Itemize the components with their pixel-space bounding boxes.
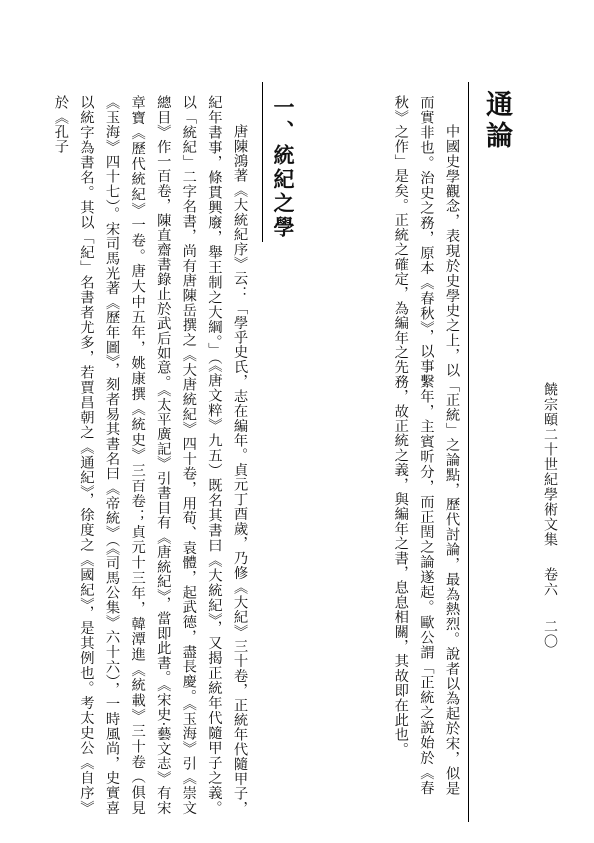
intro-text (319, 95, 464, 795)
intro-paragraph: 中國史學觀念，表現於史學史之上，以「正統」之論點，歷代討論，最為熱烈。說者以為起於宋，似是而實非也。治史之務，原本《春秋》，以事繫年，主賓昕分，而正閏之論遂起。歐公謂「正統之說始於《春秋》之作」是矣。正統之確定，為編年之先務，故正統之義，與編年之書，息息相關，其故即在此也。 (392, 95, 460, 795)
running-header (538, 382, 562, 682)
section-divider-rule (262, 82, 263, 242)
page-number: 二〇 (542, 619, 558, 649)
running-header-volume: 卷六 (542, 567, 558, 597)
section-paragraph: 唐陳鴻著《大統紀序》云：「學乎史氏，志在編年。貞元丁酉歲，乃修《大紀》三十卷，正統年代隨甲子，紀年書事，條貫興廢，舉王制之大綱。」（《唐文粹》九五）既名其書曰《大統紀》，又揭正統年代隨甲子之義。以「統紀」二字名書，尚有唐陳岳撰之《大唐統紀》四十卷，用荀、袁體，起武德，盡長慶。《玉海》引《崇文總目》作一百卷，陳直齋書錄止於武后如意。《太平廣記》引書目有《唐統紀》，當即此書。《宋史·藝文志》有宋章寶《歷代統紀》一卷。唐大中五年，姚康撰《統史》三百卷；貞元十三年，韓潭進《統載》三十卷（俱見《玉海》四十七）。宋司馬光著《歷年圖》，刻者易其書名曰《帝統》（《司馬公集》六十六），一時風尚，史實喜以統字為書名。其以「紀」名書者尤多，若賈昌朝之《通紀》，徐度之《國紀》，是其例也。考太史公《自序》於《孔子 (52, 95, 248, 815)
chapter-divider-rule (468, 82, 469, 822)
chapter-title: 通論 (481, 90, 512, 152)
running-header-title: 饒宗頤二十世紀學術文集 (542, 382, 558, 547)
section-body-text (30, 95, 252, 815)
section-heading: 一、統紀之學 (271, 96, 296, 240)
